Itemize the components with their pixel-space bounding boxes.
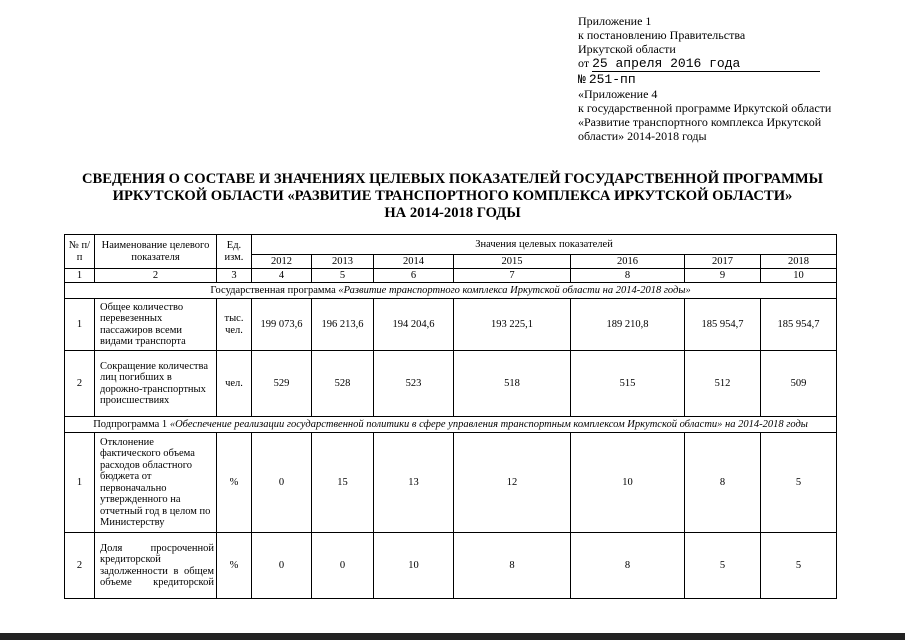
row-num: 2 bbox=[65, 533, 95, 599]
row-value: 0 bbox=[252, 533, 312, 599]
header-year: 2016 bbox=[571, 255, 685, 269]
col-number: 2 bbox=[95, 269, 217, 283]
row-value: 193 225,1 bbox=[454, 299, 571, 351]
row-num: 2 bbox=[65, 351, 95, 417]
appendix-number bbox=[578, 72, 878, 87]
row-value: 185 954,7 bbox=[761, 299, 837, 351]
row-num: 1 bbox=[65, 299, 95, 351]
indicators-table bbox=[64, 234, 837, 599]
appendix-line-1: Приложение 1 bbox=[578, 14, 652, 28]
row-value: 189 210,8 bbox=[571, 299, 685, 351]
title-line-1: СВЕДЕНИЯ О СОСТАВЕ И ЗНАЧЕНИЯХ ЦЕЛЕВЫХ ПОКАЗАТЕЛЕЙ ГОСУДАРСТВЕННОЙ ПРОГРАММЫ bbox=[81, 171, 824, 187]
appendix2-line-1: «Приложение 4 bbox=[578, 87, 658, 101]
header-values-group: Значения целевых показателей bbox=[252, 235, 837, 255]
row-value: 528 bbox=[312, 351, 374, 417]
row-value: 0 bbox=[312, 533, 374, 599]
header-year: 2014 bbox=[374, 255, 454, 269]
section-program-name: «Развитие транспортного комплекса Иркутской области на 2014-2018 годы» bbox=[338, 284, 691, 296]
table-row bbox=[65, 533, 837, 599]
row-value: 509 bbox=[761, 351, 837, 417]
row-value: 5 bbox=[761, 433, 837, 533]
row-value: 199 073,6 bbox=[252, 299, 312, 351]
row-unit: % bbox=[217, 433, 252, 533]
row-value: 0 bbox=[252, 433, 312, 533]
row-value: 15 bbox=[312, 433, 374, 533]
row-value: 529 bbox=[252, 351, 312, 417]
title-line-3: НА 2014-2018 ГОДЫ bbox=[384, 205, 521, 221]
row-value: 196 213,6 bbox=[312, 299, 374, 351]
row-unit: % bbox=[217, 533, 252, 599]
row-value: 5 bbox=[761, 533, 837, 599]
header-unit: Ед. изм. bbox=[217, 235, 252, 269]
row-value: 5 bbox=[685, 533, 761, 599]
col-number: 5 bbox=[312, 269, 374, 283]
row-unit: тыс. чел. bbox=[217, 299, 252, 351]
document-title bbox=[40, 171, 865, 222]
row-num: 1 bbox=[65, 433, 95, 533]
col-number: 4 bbox=[252, 269, 312, 283]
row-value: 8 bbox=[571, 533, 685, 599]
appendix2-line-3: «Развитие транспортного комплекса Иркутской bbox=[578, 115, 822, 129]
table-row bbox=[65, 299, 837, 351]
row-unit: чел. bbox=[217, 351, 252, 417]
section-subprogram-prefix: Подпрограмма 1 bbox=[93, 418, 170, 430]
col-number: 10 bbox=[761, 269, 837, 283]
col-number: 1 bbox=[65, 269, 95, 283]
appendix-line-2: к постановлению Правительства bbox=[578, 28, 746, 42]
row-value: 13 bbox=[374, 433, 454, 533]
row-value: 518 bbox=[454, 351, 571, 417]
appendix-date-prefix: от bbox=[578, 56, 590, 70]
table-row bbox=[65, 433, 837, 533]
col-number: 7 bbox=[454, 269, 571, 283]
header-year: 2013 bbox=[312, 255, 374, 269]
appendix-number-value: 251-пп bbox=[588, 72, 636, 87]
header-year: 2017 bbox=[685, 255, 761, 269]
section-subprogram-name: «Обеспечение реализации государственной политики в сфере управления транспортным комплексом Иркутской области» на 2014-2018 годы bbox=[169, 418, 808, 430]
row-value: 10 bbox=[571, 433, 685, 533]
appendix2-line-4: области» 2014-2018 годы bbox=[578, 129, 707, 143]
row-value: 512 bbox=[685, 351, 761, 417]
appendix-date-value: 25 апреля 2016 года bbox=[592, 57, 820, 72]
col-number: 3 bbox=[217, 269, 252, 283]
row-value: 185 954,7 bbox=[685, 299, 761, 351]
header-year: 2015 bbox=[454, 255, 571, 269]
row-value: 194 204,6 bbox=[374, 299, 454, 351]
row-name: Сокращение количества лиц погибших в дорожно-транспортных происшествиях bbox=[95, 351, 217, 417]
section-program-prefix: Государственная программа bbox=[210, 284, 339, 296]
section-subprogram-title bbox=[65, 417, 837, 433]
table-row bbox=[65, 351, 837, 417]
title-line-2: ИРКУТСКОЙ ОБЛАСТИ «РАЗВИТИЕ ТРАНСПОРТНОГО КОМПЛЕКСА ИРКУТСКОЙ ОБЛАСТИ» bbox=[112, 188, 793, 204]
row-value: 515 bbox=[571, 351, 685, 417]
section-row-subprogram bbox=[65, 417, 837, 433]
section-program-title bbox=[65, 283, 837, 299]
appendix-number-prefix: № bbox=[578, 72, 586, 87]
col-number: 9 bbox=[685, 269, 761, 283]
header-name: Наименование целевого показателя bbox=[95, 235, 217, 269]
appendix2-line-2: к государственной программе Иркутской области bbox=[578, 101, 832, 115]
appendix-block bbox=[578, 14, 878, 143]
row-value: 8 bbox=[454, 533, 571, 599]
row-value: 12 bbox=[454, 433, 571, 533]
column-numbers-row bbox=[65, 269, 837, 283]
row-name: Доля просроченной кредиторской задолженности в общем объеме кредиторской bbox=[95, 533, 217, 599]
scan-bottom-edge bbox=[0, 633, 905, 640]
row-value: 523 bbox=[374, 351, 454, 417]
appendix-line-3: Иркутской области bbox=[578, 42, 676, 56]
header-year: 2018 bbox=[761, 255, 837, 269]
row-name: Отклонение фактического объема расходов областного бюджета от первоначально утвержденного на отчетный год в целом по Министерству bbox=[95, 433, 217, 533]
row-name: Общее количество перевезенных пассажиров всеми видами транспорта bbox=[95, 299, 217, 351]
row-value: 10 bbox=[374, 533, 454, 599]
header-year: 2012 bbox=[252, 255, 312, 269]
col-number: 6 bbox=[374, 269, 454, 283]
header-num: № п/п bbox=[65, 235, 95, 269]
appendix-date bbox=[578, 56, 878, 72]
section-row-program bbox=[65, 283, 837, 299]
row-value: 8 bbox=[685, 433, 761, 533]
col-number: 8 bbox=[571, 269, 685, 283]
